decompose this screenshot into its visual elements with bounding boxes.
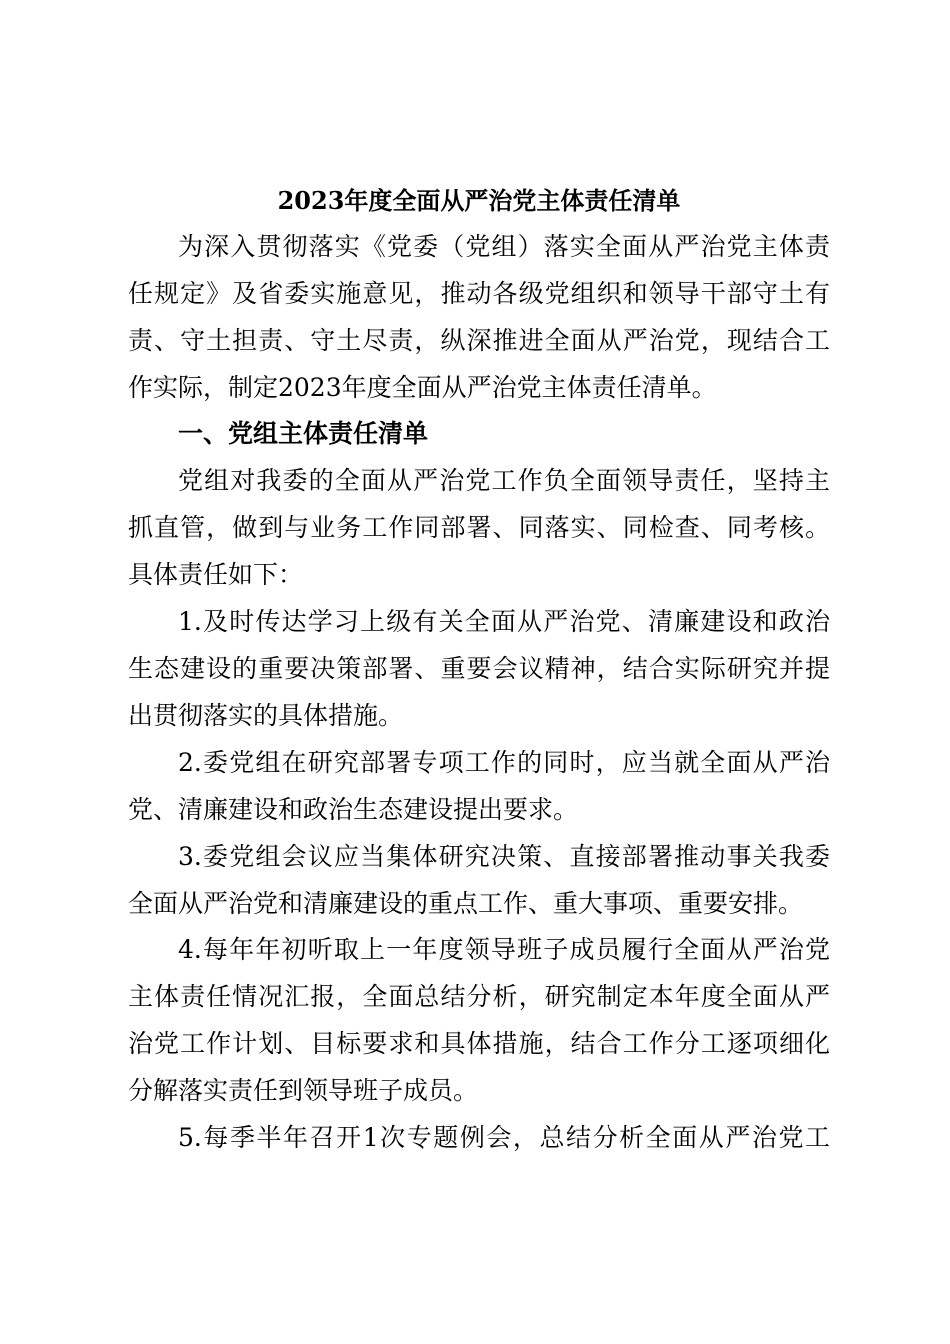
section-intro-line-1: 党组对我委的全面从严治党工作负全面领导责任，坚持主 <box>178 466 830 495</box>
item4-line-4: 分解落实责任到领导班子成员。 <box>128 1076 479 1105</box>
section-heading: 一、党组主体责任清单 <box>178 419 429 448</box>
section-intro-line-2: 抓直管，做到与业务工作同部署、同落实、同检查、同考核。 <box>128 513 830 542</box>
item4-line-2: 主体责任情况汇报，全面总结分析，研究制定本年度全面从严 <box>128 982 830 1011</box>
item1-line-2: 生态建设的重要决策部署、重要会议精神，结合实际研究并提 <box>128 654 830 683</box>
item4-line-1: 4.每年年初听取上一年度领导班子成员履行全面从严治党 <box>178 935 830 964</box>
intro-line-1: 为深入贯彻落实《党委（党组）落实全面从严治党主体责 <box>178 232 830 261</box>
document-title: 2023年度全面从严治党主体责任清单 <box>277 186 681 215</box>
intro-line-2: 任规定》及省委实施意见，推动各级党组织和领导干部守土有 <box>128 279 830 308</box>
item3-line-1: 3.委党组会议应当集体研究决策、直接部署推动事关我委 <box>178 842 830 871</box>
item4-line-3: 治党工作计划、目标要求和具体措施，结合工作分工逐项细化 <box>128 1029 830 1058</box>
item2-line-1: 2.委党组在研究部署专项工作的同时，应当就全面从严治 <box>178 748 830 777</box>
item5-line-1: 5.每季半年召开1次专题例会，总结分析全面从严治党工 <box>178 1123 830 1152</box>
intro-line-3: 责、守土担责、守土尽责，纵深推进全面从严治党，现结合工 <box>128 326 830 355</box>
item1-line-3: 出贯彻落实的具体措施。 <box>128 701 404 730</box>
item3-line-2: 全面从严治党和清廉建设的重点工作、重大事项、重要安排。 <box>128 889 804 918</box>
item1-line-1: 1.及时传达学习上级有关全面从严治党、清廉建设和政治 <box>178 607 830 636</box>
item2-line-2: 党、清廉建设和政治生态建设提出要求。 <box>128 795 579 824</box>
intro-line-4: 作实际，制定2023年度全面从严治党主体责任清单。 <box>128 373 717 402</box>
section-intro-line-3: 具体责任如下： <box>128 560 304 589</box>
